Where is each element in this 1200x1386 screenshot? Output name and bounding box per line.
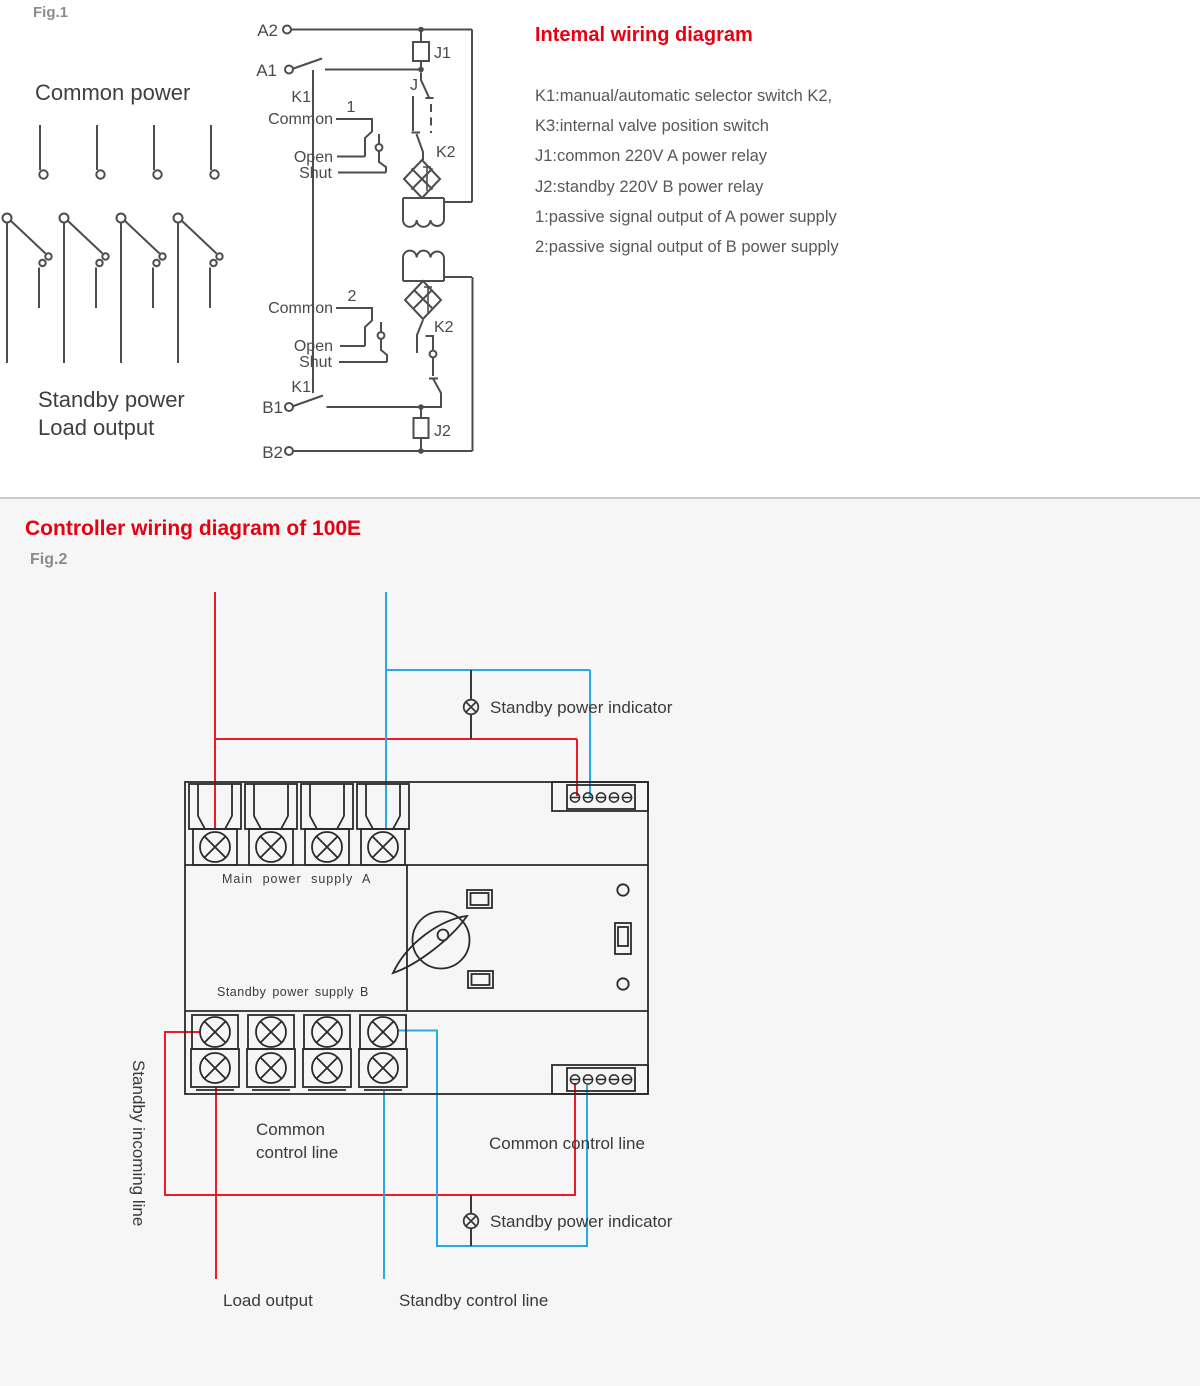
fig2-heading: Controller wiring diagram of 100E xyxy=(25,517,362,540)
ats-device xyxy=(185,782,648,1094)
legend-line: K3:internal valve position switch xyxy=(535,117,769,136)
common-control-left-label-2: control line xyxy=(256,1143,339,1162)
label-open1: Open xyxy=(293,149,333,166)
label-shut1: Shut xyxy=(299,165,332,182)
label-k1-bottom: K1 xyxy=(291,379,311,396)
label-a1: A1 xyxy=(256,61,277,80)
fig1-section xyxy=(0,0,1200,497)
fig2-tag: Fig.2 xyxy=(30,551,68,568)
terminal-a2-icon xyxy=(283,26,291,34)
label-b1: B1 xyxy=(262,398,283,417)
legend-line: 1:passive signal output of A power supply xyxy=(535,207,837,226)
control-strip-bottom-icon xyxy=(552,1065,648,1094)
lamp-icon-top xyxy=(464,700,479,715)
terminal-a1-icon xyxy=(285,66,293,74)
main-supply-label: Main power supply A xyxy=(222,872,372,886)
relay-k2-bottom-icon xyxy=(403,251,472,319)
label-j1: J1 xyxy=(434,45,451,62)
standby-incoming-wire-red xyxy=(165,1032,575,1279)
label-b2: B2 xyxy=(262,443,283,462)
changeover-switches-icon xyxy=(3,214,223,364)
circuit-art xyxy=(283,26,473,456)
side-controls-icon xyxy=(615,884,631,989)
terminal-b2-icon xyxy=(285,447,293,455)
common-control-right-label: Common control line xyxy=(489,1134,645,1153)
junction-dots xyxy=(418,27,424,454)
label-shut2: Shut xyxy=(299,354,332,371)
legend-line: J2:standby 220V B power relay xyxy=(535,177,764,196)
circuit-labels xyxy=(256,21,455,462)
signal-contact-1-icon xyxy=(336,119,386,173)
standby-incoming-label: Standby incoming line xyxy=(129,1060,148,1227)
label-j2: J2 xyxy=(434,423,451,440)
label-j: J xyxy=(410,77,418,94)
common-power-label: Common power xyxy=(35,80,191,105)
relay-j1-icon xyxy=(413,42,429,61)
fig1-heading: Intemal wiring diagram xyxy=(535,24,753,46)
label-num2: 2 xyxy=(347,288,357,305)
standby-indicator-top-label: Standby power indicator xyxy=(490,698,673,717)
main-power-terminals-icon xyxy=(189,784,409,865)
signal-contact-2-icon xyxy=(336,308,387,362)
relay-k2-top-icon xyxy=(403,160,444,227)
legend-line: K1:manual/automatic selector switch K2, xyxy=(535,87,833,105)
standby-indicator-bottom-label: Standby power indicator xyxy=(490,1212,673,1231)
wiring xyxy=(165,592,590,1279)
fig2-section xyxy=(0,497,1200,1386)
position-windows-icon xyxy=(467,890,493,988)
control-strip-top-icon xyxy=(552,782,648,811)
standby-supply-label: Standby power supply B xyxy=(217,985,369,999)
common-power-lines-icon xyxy=(39,125,218,179)
rotary-handle-icon xyxy=(393,912,470,974)
load-output-label: Load output xyxy=(38,415,155,440)
switch-k1-top-icon xyxy=(294,59,422,70)
label-a2: A2 xyxy=(257,21,278,40)
standby-control-wire-blue xyxy=(384,1031,587,1280)
fig2-drawing-svg xyxy=(0,499,1200,1386)
label-k2-bottom: K2 xyxy=(434,319,454,336)
label-k1-top: K1 xyxy=(291,89,311,106)
fig1-circuit-svg xyxy=(0,0,1200,497)
terminal-b1-icon xyxy=(285,403,293,411)
load-output-label: Load output xyxy=(223,1291,313,1310)
relay-j2-icon xyxy=(414,418,429,438)
standby-load-terminals-icon xyxy=(191,1015,407,1090)
label-common2: Common xyxy=(268,300,333,317)
standby-power-label: Standby power xyxy=(38,387,185,412)
fig1-tag: Fig.1 xyxy=(33,4,69,21)
label-common1: Common xyxy=(268,111,333,128)
common-control-left-label-1: Common xyxy=(256,1120,325,1139)
label-k2-top: K2 xyxy=(436,144,456,161)
legend-line: J1:common 220V A power relay xyxy=(535,147,768,166)
label-open2: Open xyxy=(293,338,333,355)
legend-line: 2:passive signal output of B power supply xyxy=(535,238,839,257)
lamp-icon-bottom xyxy=(464,1214,479,1229)
standby-control-label: Standby control line xyxy=(399,1291,549,1310)
indicator-lamps xyxy=(464,700,479,1229)
label-num1: 1 xyxy=(346,99,356,116)
